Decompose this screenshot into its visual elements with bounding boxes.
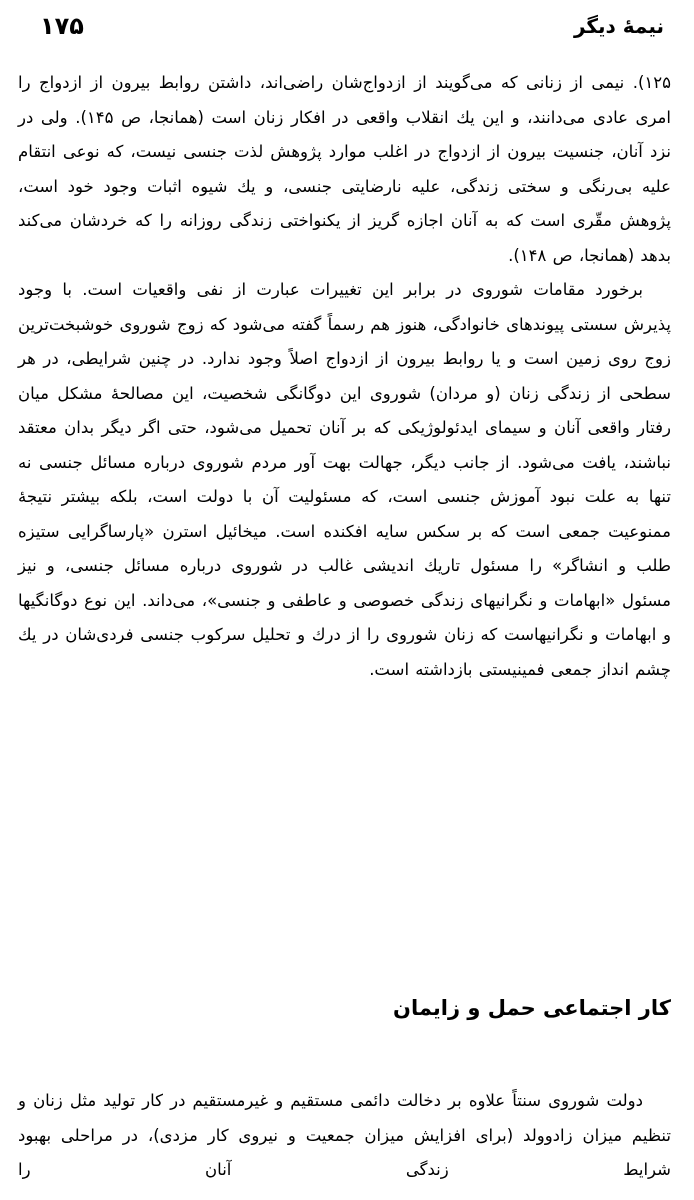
page-number: ۱۷۵: [40, 12, 84, 40]
page-header: [30, 10, 664, 44]
body-text: [18, 66, 671, 687]
paragraph-2: برخورد مقامات شوروی در برابر این تغییرات عبارت از نفی واقعیات است. با وجود پذیرش سستی پیوندهای خانوادگی، هنوز هم رسماً گفته می‌شود که زوج شوروی خوشبخت‌ترین زوج روی زمین است و یا روابط بیرون از ازدواج اصلاً وجود ندارد. در چنین شرایطی، در هر سطحی از زندگی زنان (و مردان) شوروی این دوگانگی شخصیت، این مصالحهٔ مشکل میان رفتار واقعی آنان و سیمای ایدئولوژیکی که بر آنان تحمیل می‌شود، حتی اگر دیگر بدان معتقد نباشند، یافت می‌شود. از جانب دیگر، جهالت بهت آور مردم شوروی درباره مسائل جنسی نه تنها به علت نبود آموزش جنسی است، که مسئولیت آن با دولت است، بلکه بیشتر نتیجهٔ ممنوعیت جمعی است که بر سکس سایه افکنده است. میخائیل استرن «پارساگرایی ستیزه طلب و انشاگر» را مسئول تاریك اندیشی غالب در شوروی درباره مسائل جنسی، و نیز مسئول «ابهامات و نگرانیهای زندگی خصوصی و عاطفی و جنسی»، می‌داند. این نوع دوگانگیها و ابهامات و نگرانیهاست که زنان شوروی را از درك و تحلیل سرکوب جنسی فردی‌شان در یك چشم انداز جمعی فمینیستی بازداشته است.: [18, 280, 671, 679]
section-heading: کار اجتماعی حمل و زایمان: [393, 996, 671, 1020]
paragraph-1: ۱۲۵). نیمی از زنانی که می‌گویند از ازدواج‌شان راضی‌اند، داشتن روابط بیرون از ازدواج را امری عادی می‌دانند، و این یك انقلاب واقعی در افکار زنان است (همانجا، ص ۱۴۵). ولی در نزد آنان، جنسیت بیرون از ازدواج در اغلب موارد پژوهش لذت جنسی نیست، که نوعی انتقام علیه بی‌رنگی و سختی زندگی، علیه نارضایتی جنسی، و یك شیوه اثبات وجود خود است، پژوهش مقّری است که به آنان اجازه گریز از یکنواختی زندگی روزانه را که خردشان می‌کند بدهد (همانجا، ص ۱۴۸).: [18, 73, 671, 265]
section-body-text: [18, 1084, 671, 1188]
running-title: نیمهٔ دیگر: [573, 14, 664, 38]
section-paragraph-1: دولت شوروی سنتاً علاوه بر دخالت دائمی مستقیم و غیرمستقیم در کار تولید مثل زنان و تنظیم میزان زادوولد (برای افزایش میزان جمعیت و نیروی کار مزدی)، در مراحلی بهبود شرایط زندگی آنان را: [18, 1091, 671, 1179]
